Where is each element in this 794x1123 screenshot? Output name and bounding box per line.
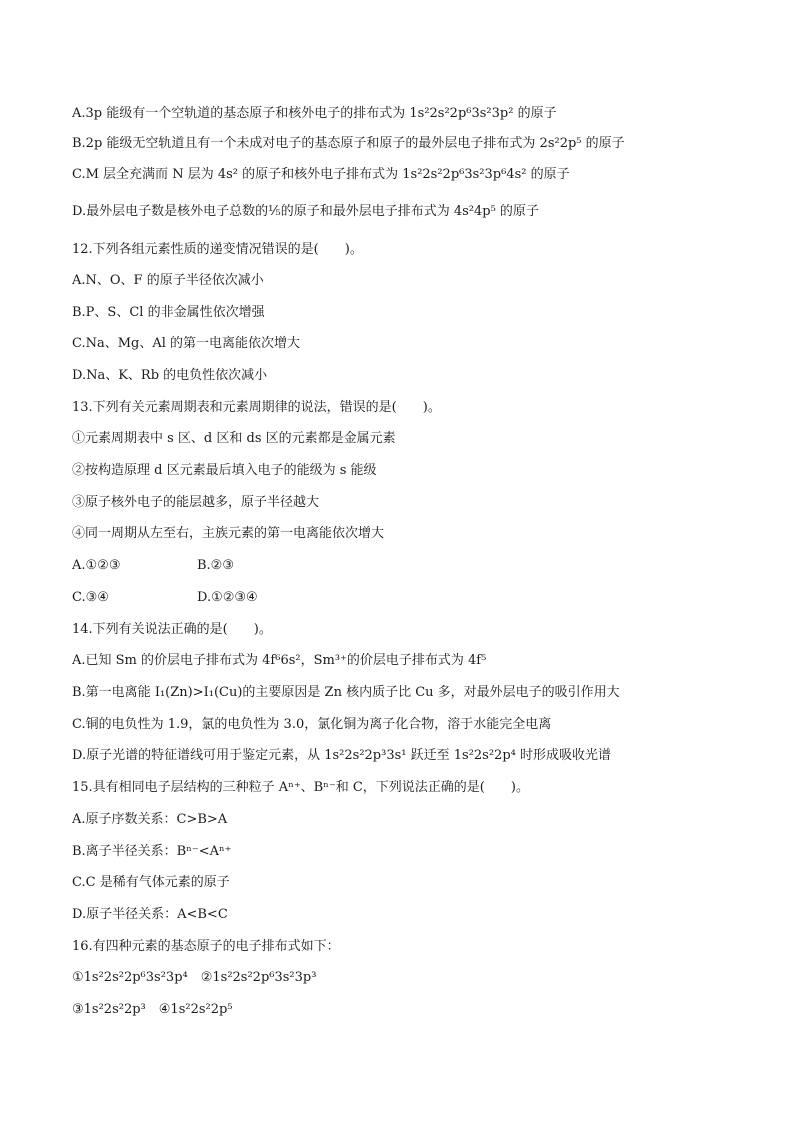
q12-option-d: D.Na、K、Rb 的电负性依次减小	[72, 368, 268, 383]
q13-options-row-1	[72, 554, 754, 578]
q14-option-d: D.原子光谱的特征谱线可用于鉴定元素，从 1s²2s²2p³3s¹ 跃迁至 1s²2s²2p⁴ 时形成吸收光谱	[72, 748, 611, 763]
q13-options-row-2	[72, 586, 754, 610]
q11-option-c: C.M 层全充满而 N 层为 4s² 的原子和核外电子排布式为 1s²2s²2p⁶3s²3p⁶4s² 的原子	[72, 167, 570, 182]
q13-option-a: A.①②③	[72, 558, 121, 573]
q16-config-row-1: ①1s²2s²2p⁶3s²3p⁴ ②1s²2s²2p⁶3s²3p³	[72, 970, 317, 985]
q15-option-b: B.离子半径关系：Bⁿ⁻<Aⁿ⁺	[72, 844, 232, 859]
q13-statement-4: ④同一周期从左至右，主族元素的第一电离能依次增大	[72, 526, 385, 541]
q13-stem: 13.下列有关元素周期表和元素周期律的说法，错误的是( )。	[72, 400, 441, 415]
q13-option-d: D.①②③④	[197, 590, 258, 605]
q13-option-b: B.②③	[197, 558, 234, 573]
q16-config-row-2: ③1s²2s²2p³ ④1s²2s²2p⁵	[72, 1002, 233, 1017]
q15-option-a: A.原子序数关系：C>B>A	[72, 812, 228, 827]
q14-option-b: B.第一电离能 I₁(Zn)>I₁(Cu)的主要原因是 Zn 核内质子比 Cu 多，对最外层电子的吸引作用大	[72, 685, 620, 700]
q13-option-c: C.③④	[72, 590, 109, 605]
q13-statement-1: ①元素周期表中 s 区、d 区和 ds 区的元素都是金属元素	[72, 431, 396, 446]
q12-option-b: B.P、S、Cl 的非金属性依次增强	[72, 305, 265, 320]
q15-option-c: C.C 是稀有气体元素的原子	[72, 875, 230, 890]
q15-option-d: D.原子半径关系：A<B<C	[72, 907, 228, 922]
q13-statement-2: ②按构造原理 d 区元素最后填入电子的能级为 s 能级	[72, 463, 377, 478]
q12-stem: 12.下列各组元素性质的递变情况错误的是( )。	[72, 242, 363, 257]
q15-stem: 15.具有相同电子层结构的三种粒子 Aⁿ⁺、Bⁿ⁻和 C，下列说法正确的是( )。	[72, 780, 529, 795]
q12-option-c: C.Na、Mg、Al 的第一电离能依次增大	[72, 336, 301, 351]
q11-option-b: B.2p 能级无空轨道且有一个未成对电子的基态原子和原子的最外层电子排布式为 2s²2p⁵ 的原子	[72, 136, 625, 151]
q11-option-a: A.3p 能级有一个空轨道的基态原子和核外电子的排布式为 1s²2s²2p⁶3s²3p² 的原子	[72, 106, 557, 121]
q14-stem: 14.下列有关说法正确的是( )。	[72, 622, 272, 637]
q14-option-a: A.已知 Sm 的价层电子排布式为 4f⁶6s²，Sm³⁺的价层电子排布式为 4f⁵	[72, 653, 487, 668]
q16-stem: 16.有四种元素的基态原子的电子排布式如下：	[72, 939, 340, 954]
q12-option-a: A.N、O、F 的原子半径依次减小	[72, 273, 264, 288]
q11-option-d: D.最外层电子数是核外电子总数的⅕的原子和最外层电子排布式为 4s²4p⁵ 的原子	[72, 204, 539, 219]
q13-statement-3: ③原子核外电子的能层越多，原子半径越大	[72, 495, 320, 510]
q14-option-c: C.铜的电负性为 1.9，氯的电负性为 3.0，氯化铜为离子化合物，溶于水能完全电离	[72, 717, 552, 732]
